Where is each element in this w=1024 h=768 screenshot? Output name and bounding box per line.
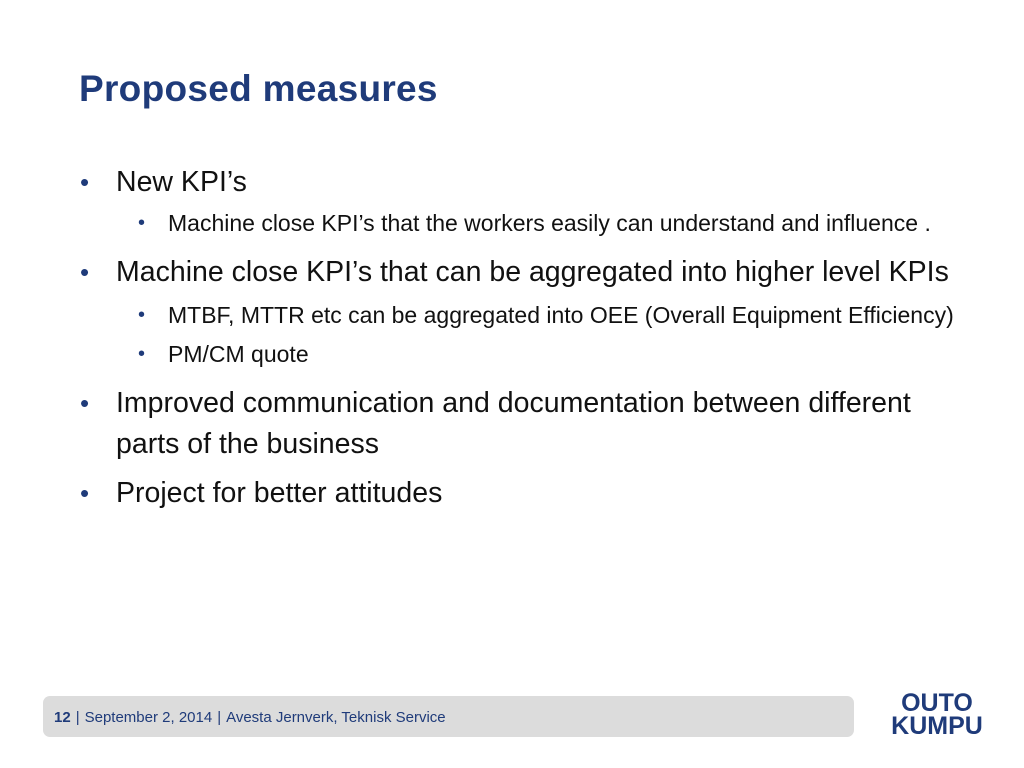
sub-bullet-item — [78, 299, 958, 332]
bullet-text: Machine close KPI’s that can be aggregated into higher level KPIs — [116, 256, 949, 288]
footer-org: Avesta Jernverk, Teknisk Service — [226, 709, 446, 726]
sub-bullet-item — [78, 338, 958, 371]
sub-bullet-text: Machine close KPI’s that the workers easily can understand and influence . — [168, 210, 931, 236]
sub-bullet-text: PM/CM quote — [168, 341, 309, 367]
bullet-text: New KPI’s — [116, 166, 247, 198]
sub-bullet-icon: • — [138, 304, 146, 326]
footer-date: September 2, 2014 — [84, 709, 213, 726]
bullet-icon: • — [80, 478, 90, 508]
outokumpu-logo — [881, 689, 993, 742]
slide-title: Proposed measures — [79, 68, 438, 109]
bullet-text: Improved communication and documentation between different parts of the business — [116, 387, 911, 460]
page-number: 12 — [54, 709, 71, 726]
logo-line-1: OUTO — [901, 689, 973, 717]
bullet-item — [78, 252, 958, 293]
bullet-text: Project for better attitudes — [116, 477, 443, 509]
footer-separator: | — [217, 709, 222, 726]
footer-separator: | — [75, 709, 80, 726]
sub-bullet-text: MTBF, MTTR etc can be aggregated into OEE (Overall Equipment Efficiency) — [168, 302, 954, 328]
bullet-list — [78, 162, 958, 514]
logo-line-2: KUMPU — [891, 712, 983, 740]
bullet-icon: • — [80, 167, 90, 197]
sub-bullet-item — [78, 207, 958, 240]
bullet-icon: • — [80, 257, 90, 287]
bullet-icon: • — [80, 388, 90, 418]
bullet-item — [78, 162, 958, 203]
bullet-item — [78, 473, 958, 514]
footer-text — [54, 709, 446, 726]
sub-bullet-icon: • — [138, 212, 146, 234]
sub-bullet-icon: • — [138, 343, 146, 365]
bullet-item — [78, 383, 958, 465]
